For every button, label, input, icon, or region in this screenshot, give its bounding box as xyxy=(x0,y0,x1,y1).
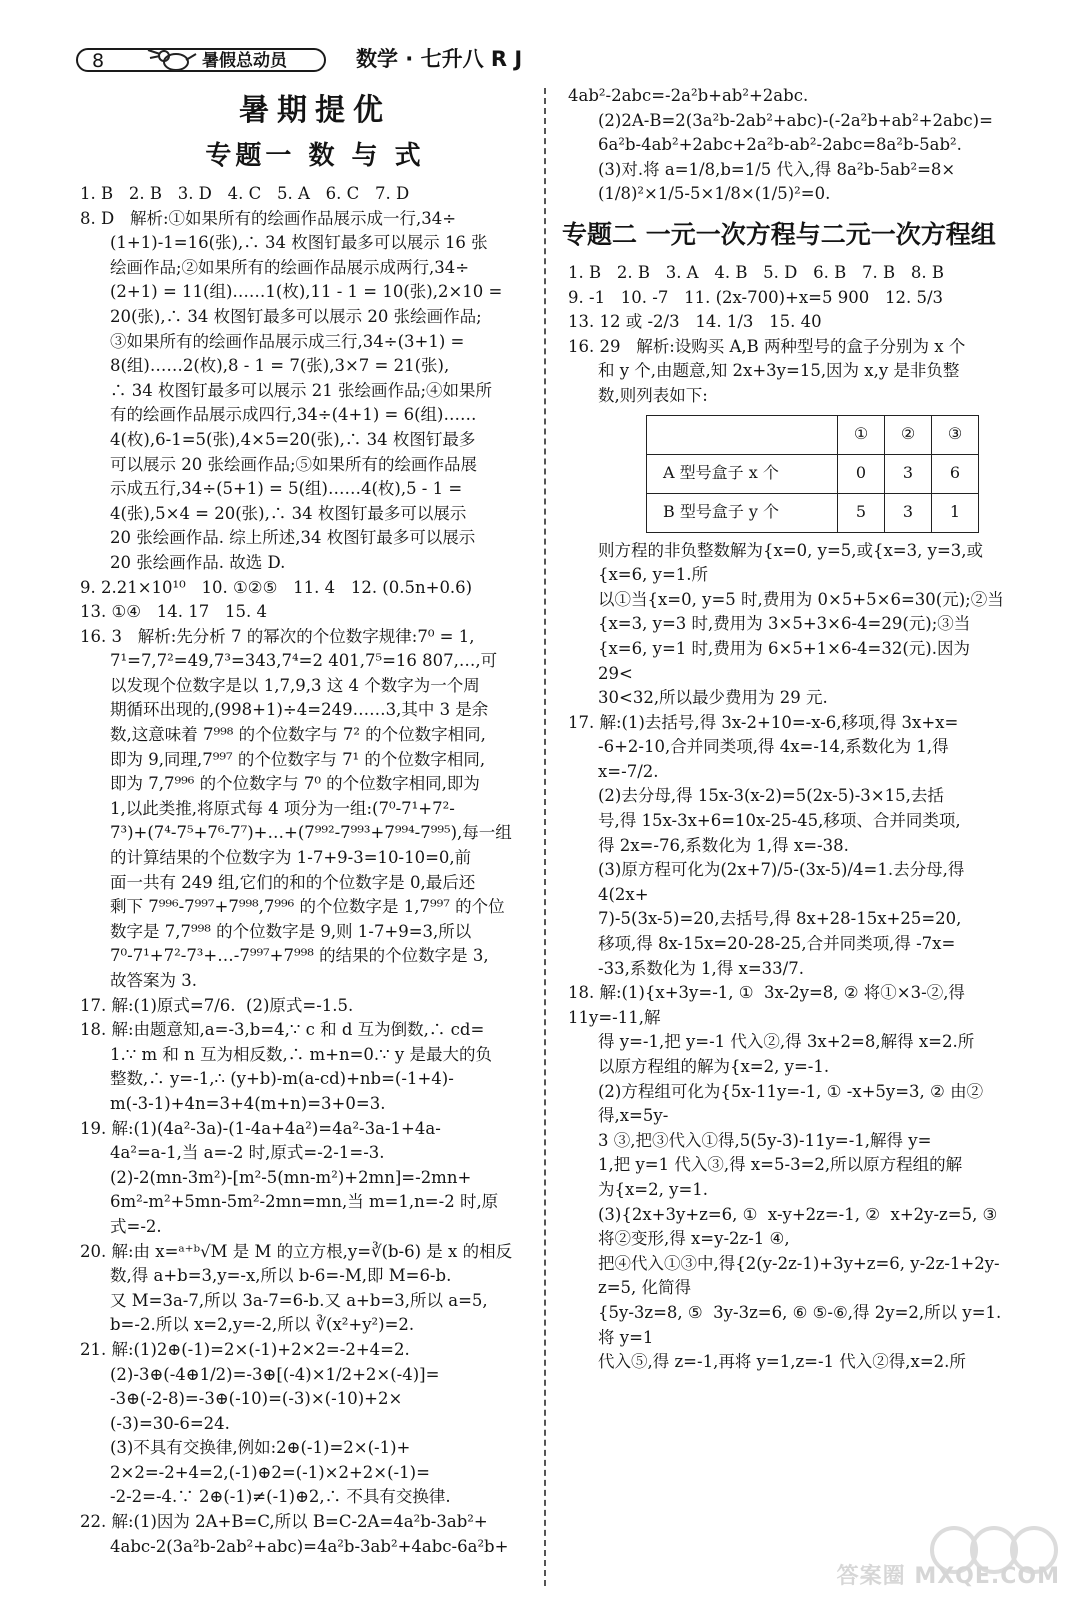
text-line: 18. 解:(1){x+3y=-1, ① 3x-2y=8, ② 将①×3-②,得 11y=-11,解 xyxy=(568,983,971,1027)
text-line: 4(枚),6-1=5(张),4×5=20(张),∴ 34 枚图钉最多 xyxy=(110,429,476,449)
text-line: 6m²-m²+5mn-5m²-2mn=mn,当 m=1,n=-2 时,原 xyxy=(110,1192,499,1212)
text-line: 9. 2.21×10¹⁰ 10. ①②⑤ 11. 4 12. (0.5n+0.6) xyxy=(80,577,473,597)
text-line: 号,得 15x-3x+6=10x-25-45,移项、合并同类项, xyxy=(598,811,961,831)
text-line: 18. 解:由题意知,a=-3,b=4,∵ c 和 d 互为倒数,∴ cd= xyxy=(80,1020,485,1040)
text-line: 20(张),∴ 34 枚图钉最多可以展示 20 张绘画作品; xyxy=(110,306,482,326)
answer-table xyxy=(646,415,979,533)
text-line: -2-2=-4.∵ 2⊕(-1)≠(-1)⊕2,∴ 不具有交换律. xyxy=(110,1487,451,1507)
text-line: 8(组)……2(枚),8 - 1 = 7(张),3×7 = 21(张), xyxy=(110,356,450,376)
left-column xyxy=(80,84,550,1559)
text-line: 示成五行,34÷(5+1) = 5(组)……4(枚),5 - 1 = xyxy=(110,479,463,499)
answer-lines-right-top xyxy=(568,84,1008,207)
text-line: -6+2-10,合并同类项,得 4x=-14,系数化为 1,得 xyxy=(598,737,949,757)
text-line: (2)去分母,得 15x-3(x-2)=5(2x-5)-3×15,去括 xyxy=(598,786,944,806)
table-row-label: B 型号盒子 y 个 xyxy=(647,493,838,532)
table-header-cell: ③ xyxy=(932,415,979,454)
table-header-cell xyxy=(647,415,838,454)
table-row-label: A 型号盒子 x 个 xyxy=(647,454,838,493)
section-title-1: 专题一 数 与 式 xyxy=(205,141,425,171)
text-line: 数字是 7,7⁹⁹⁸ 的个位数字是 9,则 1-7+9=3,所以 xyxy=(110,921,472,941)
text-line: (2)2A-B=2(3a²b-2ab²+abc)-(-2a²b+ab²+2abc)= xyxy=(598,110,993,130)
text-line: 7⁰-7¹+7²-7³+…-7⁹⁹⁷+7⁹⁹⁸ 的结果的个位数字是 3, xyxy=(110,946,489,966)
text-line: 有的绘画作品展示成四行,34÷(4+1) = 6(组)…… xyxy=(110,405,477,425)
text-line: 4a²=a-1,当 a=-2 时,原式=-2-1=-3. xyxy=(110,1143,385,1163)
text-line: 19. 解:(1)(4a²-3a)-(1-4a+4a²)=4a²-3a-1+4a- xyxy=(80,1118,441,1138)
text-line: (1/8)²×1/5-5×1/8×(1/5)²=0. xyxy=(598,184,831,204)
text-line: 为{x=2, y=1. xyxy=(598,1179,709,1199)
text-line: b=-2.所以 x=2,y=-2,所以 ∛(x²+y²)=2. xyxy=(110,1315,415,1335)
text-line: (3)原方程可化为(2x+7)/5-(3x-5)/4=1.去分母,得 4(2x+ xyxy=(598,860,970,904)
table-cell: 5 xyxy=(838,493,885,532)
text-line: {x=6, y=1 时,费用为 6×5+1×6-4=32(元).因为 29< xyxy=(598,638,976,683)
text-line: 13. 12 或 -2/3 14. 1/3 15. 40 xyxy=(568,312,822,332)
text-line: 1.∵ m 和 n 互为相反数,∴ m+n=0.∵ y 是最大的负 xyxy=(110,1044,492,1064)
answer-lines-left xyxy=(80,182,550,1559)
text-line: x=-7/2. xyxy=(598,761,659,781)
text-line: 20 张绘画作品. 综上所述,34 枚图钉最多可以展示 xyxy=(110,528,476,548)
text-line: 得 2x=-76,系数化为 1,得 x=-38. xyxy=(598,835,849,855)
text-line: (2+1) = 11(组)……1(枚),11 - 1 = 10(张),2×10 = xyxy=(110,282,503,302)
text-line: (3)对.将 a=1/8,b=1/5 代入,得 8a²b-5ab²=8× xyxy=(598,159,956,179)
text-line: 代入⑤,得 z=-1,再将 y=1,z=-1 代入②得,x=2.所 xyxy=(598,1352,966,1372)
text-line: 4abc-2(3a²b-2ab²+abc)=4a²b-3ab²+4abc-6a²b+ xyxy=(110,1536,509,1556)
text-line: 即为 7,7⁹⁹⁶ 的个位数字与 7⁰ 的个位数字相同,即为 xyxy=(110,774,480,794)
page-title: 暑期提优 xyxy=(239,93,391,128)
text-line: 4ab²-2abc=-2a²b+ab²+2abc. xyxy=(568,86,809,105)
text-line: 4(张),5×4 = 20(张),∴ 34 枚图钉最多可以展示 xyxy=(110,503,467,523)
table-header-row xyxy=(647,415,979,454)
text-line: 数,则列表如下: xyxy=(598,385,708,405)
text-line: 移项,得 8x-15x=20-28-25,合并同类项,得 -7x= xyxy=(598,934,956,954)
text-line: 绘画作品;②如果所有的绘画作品展示成两行,34÷ xyxy=(110,257,470,277)
text-line: 17. 解:(1)原式=7/6. (2)原式=-1.5. xyxy=(80,995,354,1015)
table-cell: 0 xyxy=(838,454,885,493)
section-title-2: 专题二 一元一次方程与二元一次方程组 xyxy=(562,219,996,249)
text-line: (2)-3⊕(-4⊕1/2)=-3⊕[(-4)×1/2+2×(-4)]= xyxy=(110,1364,440,1384)
text-line: (-3)=30-6=24. xyxy=(110,1413,230,1433)
text-line: 8. D 解析:①如果所有的绘画作品展示成一行,34÷ xyxy=(80,208,457,228)
text-line: 以原方程组的解为{x=2, y=-1. xyxy=(598,1057,830,1076)
text-line: m(-3-1)+4n=3+4(m+n)=3+0=3. xyxy=(110,1093,386,1113)
text-line: 和 y 个,由题意,知 2x+3y=15,因为 x,y 是非负整 xyxy=(598,361,960,381)
text-line: 剩下 7⁹⁹⁶-7⁹⁹⁷+7⁹⁹⁸,7⁹⁹⁶ 的个位数字是 1,7⁹⁹⁷ 的个位 xyxy=(110,897,505,917)
text-line: -3⊕(-2-8)=-3⊕(-10)=(-3)×(-10)+2× xyxy=(110,1389,403,1409)
right-column xyxy=(562,84,1008,1375)
text-line: (1+1)-1=16(张),∴ 34 枚图钉最多可以展示 16 张 xyxy=(110,233,488,253)
text-line: 30<32,所以最少费用为 29 元. xyxy=(598,688,828,708)
text-line: (3)不具有交换律,例如:2⊕(-1)=2×(-1)+ xyxy=(110,1438,411,1458)
table-cell: 1 xyxy=(932,493,979,532)
text-line: (2)-2(mn-3m²)-[m²-5(mn-m²)+2mn]=-2mn+ xyxy=(110,1167,472,1187)
text-line: 16. 29 解析:设购买 A,B 两种型号的盒子分别为 x 个 xyxy=(568,336,966,356)
text-line: 1. B 2. B 3. D 4. C 5. A 6. C 7. D xyxy=(80,184,410,203)
subject-label: 数学 · 七升八 R J xyxy=(356,47,523,71)
text-line: 20. 解:由 x=ᵃ⁺ᵇ√M 是 M 的立方根,y=∛(b-6) 是 x 的相反 xyxy=(80,1241,513,1261)
text-line: {x=3, y=3 时,费用为 3×5+3×6-4=29(元);③当 xyxy=(598,614,971,634)
text-line: 22. 解:(1)因为 2A+B=C,所以 B=C-2A=4a²b-3ab²+ xyxy=(80,1512,488,1532)
text-line: 故答案为 3. xyxy=(110,971,197,990)
text-line: 17. 解:(1)去括号,得 3x-2+10=-x-6,移项,得 3x+x= xyxy=(568,712,959,732)
text-line: 9. -1 10. -7 11. (2x-700)+x=5 900 12. 5/3 xyxy=(568,287,943,307)
text-line: ∴ 34 枚图钉最多可以展示 21 张绘画作品;④如果所 xyxy=(110,380,493,400)
text-line: 1,以此类推,将原式每 4 项分为一组:(7⁰-7¹+7²- xyxy=(110,798,455,818)
text-line: 7)-5(3x-5)=20,去括号,得 8x+28-15x+25=20, xyxy=(598,909,962,929)
text-line: 数,得 a+b=3,y=-x,所以 b-6=-M,即 M=6-b. xyxy=(110,1266,452,1286)
text-line: 得 y=-1,把 y=-1 代入②,得 3x+2=8,解得 x=2.所 xyxy=(598,1032,975,1052)
text-line: 的计算结果的个位数字为 1-7+9-3=10-10=0,前 xyxy=(110,848,472,868)
text-line: 16. 3 解析:先分析 7 的幂次的个位数字规律:7⁰ = 1, xyxy=(80,626,475,646)
watermark-text: 答案圈 MXQE.COM xyxy=(836,1564,1060,1589)
mascot-icon xyxy=(142,44,198,76)
text-line: 1. B 2. B 3. A 4. B 5. D 6. B 7. B 8. B xyxy=(568,262,944,282)
text-line: -33,系数化为 1,得 x=33/7. xyxy=(598,958,804,978)
answer-lines-right-bottom xyxy=(568,539,1008,1375)
text-line: 以①当{x=0, y=5 时,费用为 0×5+5×6=30(元);②当 xyxy=(598,589,1004,609)
table-cell: 3 xyxy=(885,493,932,532)
text-line: 以发现个位数字是以 1,7,9,3 这 4 个数字为一个周 xyxy=(110,675,480,695)
answer-lines-right-mid xyxy=(568,261,1008,409)
text-line: 整数,∴ y=-1,∴ (y+b)-m(a-cd)+nb=(-1+4)- xyxy=(110,1069,454,1089)
text-line: 21. 解:(1)2⊕(-1)=2×(-1)+2×2=-2+4=2. xyxy=(80,1339,410,1359)
text-line: (3){2x+3y+z=6, ① x-y+2z=-1, ② x+2y-z=5, ③ 将②变形,得 x=y-2z-1 ④, xyxy=(598,1204,1003,1249)
text-line: 3 ③,把③代入①得,5(5y-3)-11y=-1,解得 y= xyxy=(598,1130,932,1150)
table-row xyxy=(647,493,979,532)
text-line: 可以展示 20 张绘画作品;⑤如果所有的绘画作品展 xyxy=(110,454,478,474)
table-header-cell: ② xyxy=(885,415,932,454)
text-line: 20 张绘画作品. 故选 D. xyxy=(110,552,286,572)
text-line: {5y-3z=8, ⑤ 3y-3z=6, ⑥ ⑤-⑥,得 2y=2,所以 y=1.将 y=1 xyxy=(598,1302,1002,1347)
text-line: 6a²b-4ab²+2abc+2a²b-ab²-2abc=8a²b-5ab². xyxy=(598,135,962,155)
text-line: 13. ①④ 14. 17 15. 4 xyxy=(80,602,268,622)
text-line: 2×2=-2+4=2,(-1)⊕2=(-1)×2+2×(-1)= xyxy=(110,1462,430,1482)
text-line: ③如果所有的绘画作品展示成三行,34÷(3+1) = xyxy=(110,331,465,351)
text-line: 把④代入①③中,得{2(y-2z-1)+3y+z=6, y-2z-1+2y-z=5, 化简得 xyxy=(598,1253,1000,1298)
text-line: (2)方程组可化为{5x-11y=-1, ① -x+5y=3, ② 由②得,x=5y- xyxy=(598,1081,984,1126)
page-header xyxy=(76,48,576,80)
table-header-cell: ① xyxy=(838,415,885,454)
text-line: 期循环出现的,(998+1)÷4=249……3,其中 3 是余 xyxy=(110,700,489,720)
text-line: 1,把 y=1 代入③,得 x=5-3=2,所以原方程组的解 xyxy=(598,1155,963,1175)
text-line: 面一共有 249 组,它们的和的个位数字是 0,最后还 xyxy=(110,872,476,892)
table-row xyxy=(647,454,979,493)
text-line: 则方程的非负整数解为{x=0, y=5,或{x=3, y=3,或{x=6, y=1.所 xyxy=(598,540,984,585)
text-line: 7³)+(7⁴-7⁵+7⁶-7⁷)+…+(7⁹⁹²-7⁹⁹³+7⁹⁹⁴-7⁹⁹⁵),每一组 xyxy=(110,823,512,843)
table-cell: 3 xyxy=(885,454,932,493)
text-line: 即为 9,同理,7⁹⁹⁷ 的个位数字与 7¹ 的个位数字相同, xyxy=(110,749,486,769)
page-number: 8 xyxy=(92,50,105,72)
text-line: 式=-2. xyxy=(110,1216,162,1236)
text-line: 7¹=7,7²=49,7³=343,7⁴=2 401,7⁵=16 807,…,可 xyxy=(110,651,498,671)
brand-label: 暑假总动员 xyxy=(202,51,287,71)
table-cell: 6 xyxy=(932,454,979,493)
text-line: 数,这意味着 7⁹⁹⁸ 的个位数字与 7² 的个位数字相同, xyxy=(110,725,486,745)
text-line: 又 M=3a-7,所以 3a-7=6-b.又 a+b=3,所以 a=5, xyxy=(110,1290,488,1310)
page-badge xyxy=(76,48,326,72)
